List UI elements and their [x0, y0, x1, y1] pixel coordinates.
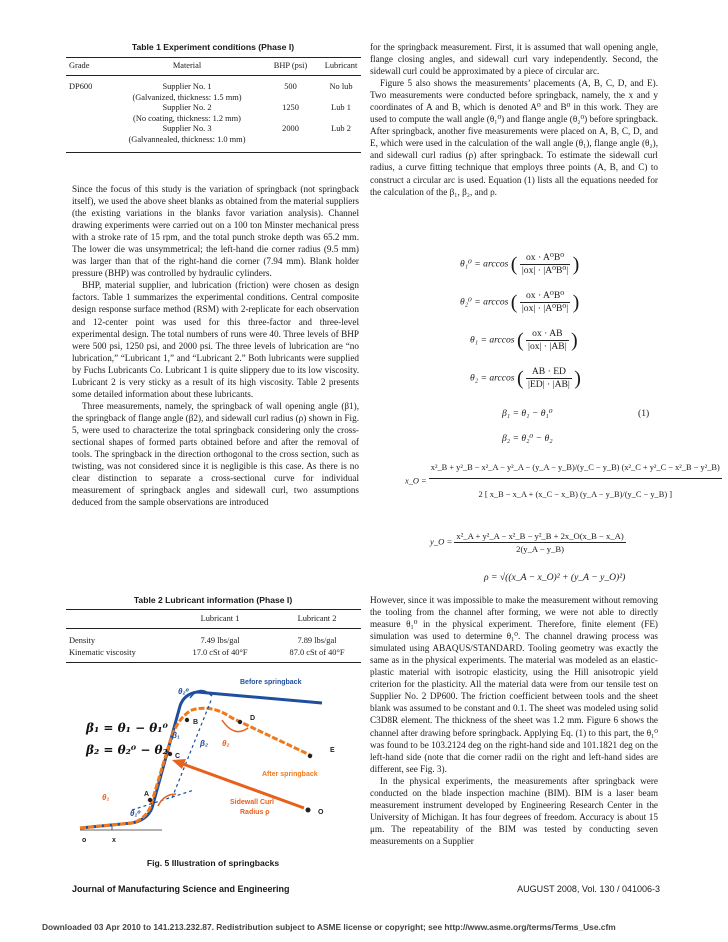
eq-lhs: θ₁⁰ = arccos [460, 258, 509, 270]
eq-numerator: ox · A⁰B⁰ [520, 290, 570, 303]
point-e-label: E [330, 747, 335, 754]
origin-o-label: o [82, 837, 87, 844]
theta2-arc [222, 720, 248, 732]
eq-denominator: 2(y_A − y_B) [516, 544, 564, 554]
origin-x-label: x [112, 837, 116, 844]
journal-name: Journal of Manufacturing Science and Engineering [72, 884, 290, 894]
right-column-text-top [370, 41, 658, 198]
sidewall-curl-label: Sidewall Curl [230, 799, 274, 806]
theta1-label: θ₁ [102, 793, 110, 802]
theta20-label: θ₂⁰ [178, 687, 190, 696]
before-springback-label: Before springback [240, 679, 302, 686]
paragraph: for the springback measurement. First, it is assumed that wall opening angle, flange closing angles, and sidewall curl vary independently. Second, the sidewall curl could be approximated by a piece of circular arc. [370, 42, 658, 77]
table1-material-detail: (Galvanized, thickness: 1.5 mm) [132, 92, 242, 102]
table1-material-detail: (No coating, thickness: 1.2 mm) [133, 113, 241, 123]
eq-fraction [429, 462, 722, 501]
table2-lub1-value: 7.49 lbs/gal [200, 636, 240, 645]
table-row [66, 647, 361, 659]
beta1-label: β₁ [172, 731, 180, 740]
equation-beta2 [502, 433, 553, 445]
eq-numerator: AB · ED [526, 366, 572, 379]
table1-material-cell [114, 124, 260, 145]
eq-numerator: x²_A + y²_A − x²_B − y²_B + 2x_O(x_B − x_A) [456, 531, 624, 541]
table-row [66, 82, 361, 103]
eq-fraction [520, 252, 570, 277]
table1-material: Supplier No. 3 [162, 124, 212, 134]
beta1-equation: β₁ = θ₁ − θ₁⁰ [86, 721, 168, 735]
issue-info: AUGUST 2008, Vol. 130 / 041006-3 [517, 884, 660, 894]
table-row [66, 635, 361, 647]
table2-header-row [66, 614, 361, 625]
table-row [66, 124, 361, 145]
equation-xo [405, 462, 722, 501]
left-column-text [72, 183, 359, 508]
table1-caption: Table 1 Experiment conditions (Phase I) [131, 42, 295, 52]
paragraph: However, since it was impossible to make the measurement without removing the tooling from the channel after forming, we were not able to directly measure θ₁⁰ in the physical experiment. Therefore, finite element (FE) simulation was used to determine θ₁⁰. The channel drawing process was simulated using ABAQUS/STANDARD. Tooling geometry was exactly the same as in the physical experiments. The material was modeled as an elastic-plastic material with isotropic elasticity, using the Hill anisotropic yield criterion for the plasticity. All the material data were from our tensile test on Supplier No. 2 DP600. The friction coefficient between tools and the sheet blank was assumed to be constant and 0.1. The sheet was modeled using solid C3D8R element. The thickness of the sheet was 1.2 mm. Figure 6 shows the channel after drawing before springback. Applying Eq. (1) to this part, the θ₁⁰ was found to be 103.2124 deg on the right-hand side and 101.1821 deg on the left-hand side (note that die corner radii on the right and left-hand sides are different, see Fig. 3). [370, 595, 658, 774]
eq-lhs: θ₂ = arccos [470, 372, 515, 384]
table1-lub: No lub [329, 82, 353, 91]
eq-fraction [454, 530, 625, 555]
table2-body [66, 635, 361, 659]
paragraph: Figure 5 also shows the measurements’ placements (A, B, C, D, and E). Two measurements were conducted before springback, namely, the x and y coordinates of A and B, which is denoted A⁰ and B⁰ in this work. They are used to compute the wall angle (θ₁⁰) and flange angle (θ₂⁰) before springback. After springback, another five measurements were placed on A, B, C, D, and E, which were used in the calculation of the wall angle (θ₁), flange angle (θ₂), and sidewall curl radius (ρ) after springback. To estimate the sidewall curl radius, a curve fitting technique that employs three points (A, B, and C) to construct a circular arc is used. Equation (1) lists all the equations needed for the calculation of the β₁, β₂, and ρ. [370, 78, 658, 197]
eq-denominator: |ox| · |A⁰B⁰| [521, 265, 569, 276]
equation-rho [484, 572, 625, 584]
table1-material: Supplier No. 2 [162, 103, 212, 113]
table1-header-bhp: BHP (psi) [273, 61, 308, 70]
table2-lub2-value: 7.89 lbs/gal [297, 636, 337, 645]
eq-fraction [526, 366, 572, 391]
figure5-caption: Fig. 5 Illustration of springbacks [146, 858, 280, 868]
point-o-label: O [318, 809, 324, 816]
eq-beta1: β₁ = θ₁ − θ₁⁰ [502, 408, 553, 419]
theta10-label: θ₁⁰ [130, 809, 141, 818]
before-springback-profile [80, 692, 322, 828]
table1-grade: DP600 [69, 82, 93, 91]
table1-bhp: 500 [284, 82, 297, 91]
paragraph: In the physical experiments, the measurements after springback were conducted on the blade inspection machine (BIM). BIM is a laser beam measurement instrument developed by Engineering Research Center in the University of Michigan. It has four degrees of freedom. Accuracy is about 15 μm. The repeatability of the BIM was tested by conducting seven measurements on a Supplier [370, 775, 658, 846]
eq-fraction [520, 290, 570, 315]
table1-body [66, 82, 361, 146]
table1-material: Supplier No. 1 [162, 82, 212, 91]
eq-denominator: |ox| · |AB| [528, 341, 567, 352]
download-notice: Downloaded 03 Apr 2010 to 141.213.232.87. Redistribution subject to ASME license or copyright; see http://www.asme.org/terms/Terms_Use.cfm [42, 922, 616, 932]
table1-header-row [66, 61, 361, 72]
beta2-label: β₂ [200, 739, 209, 748]
equation-number: (1) [638, 408, 650, 419]
paragraph: Since the focus of this study is the variation of springback (not springback itself), we used the above sheet blanks as obtained from the material suppliers (the existing variations in the blanks favor variation analysis). Channel drawing experiments were carried out on a 100 ton Minster mechanical press with a stroke rate of 15 rpm, and the total punch stroke depth was 65.2 mm. The lower die was unsymmetrical; the left-hand die corner radius (9.5 mm) was larger than that of the right-hand die corner (7.94 mm). Blank holder pressure (BHP) was controlled by hydraulic cylinders. [72, 184, 359, 279]
eq-lhs: x_O = [405, 476, 427, 486]
table1-lub: Lub 1 [331, 103, 351, 113]
equation-theta20: θ₂⁰ = arccos ( $\frac{\text{ox · A⁰B⁰}}{\text{|ox| · |A⁰B⁰|}}$ ) [460, 290, 580, 314]
table1-bhp: 1250 [282, 103, 299, 113]
table1-material-cell [114, 82, 260, 103]
eq-denominator: |ED| · |AB| [528, 379, 570, 390]
equation-theta10: θ₁⁰ = arccos ( $\frac{\text{ox · A⁰B⁰}}{\text{|ox| · |A⁰B⁰|}}$ ) [460, 252, 580, 276]
table1-material-cell [114, 103, 260, 124]
beta2-equation: β₂ = θ₂⁰ − θ₂ [86, 743, 168, 757]
eq-numerator: x²_B + y²_B − x²_A − y²_A − (y_A − y_B)/(y_C − y_B) (x²_C + y²_C − x²_B − y²_B) [429, 462, 722, 479]
table2-lub1-value: 17.0 cSt of 40°F [192, 648, 248, 657]
paragraph: BHP, material supplier, and lubrication (friction) were chosen as design factors. Table 1 summarizes the experimental conditions. Central composite design response surface method (RSM) with 2-replicate for each observation and 12-center point was used for this three-factor and three-level experimental design. The total numbers of runs were 40. Three levels of BHP were 500 psi, 1250 psi, and 2000 psi. The three levels of lubrication are “no lubrication,” “Lubricant 1,” and “Lubricant 2.” Both lubricants were supplied by Fuchs Lubricants Co. Lubricant 1 is quite slippery due to its low viscosity. Lubricant 2 is very sticky as a result of its high viscosity. Table 2 presents some detailed information about these lubricants. [72, 280, 359, 399]
table2-header-lub2: Lubricant 2 [297, 614, 337, 623]
point-b-label: B [193, 719, 199, 726]
table-row [66, 103, 361, 124]
equation-theta2: θ₂ = arccos ( $\frac{AB \cdot ED}{|ED| \cdot |AB|}$ ) [470, 366, 581, 390]
point-a [148, 798, 152, 802]
eq-lhs: θ₂⁰ = arccos [460, 296, 509, 308]
eq-rho: ρ = √((x_A − x_O)² + (y_A − y_O)²) [484, 572, 626, 583]
eq-lhs: θ₁ = arccos [470, 334, 515, 346]
table1 [66, 61, 361, 72]
center-point-o [306, 808, 311, 813]
table2 [66, 614, 361, 625]
after-springback-label: After springback [262, 771, 318, 778]
table2-lub2-value: 87.0 cSt of 40°F [289, 648, 345, 657]
eq-numerator: ox · A⁰B⁰ [520, 252, 570, 265]
equation-beta1 [502, 408, 553, 420]
point-e [308, 754, 312, 758]
table2-header-lub1: Lubricant 1 [200, 614, 240, 623]
table2-label: Kinematic viscosity [69, 648, 136, 657]
table2-caption: Table 2 Lubricant information (Phase I) [133, 595, 293, 605]
equation-yo [430, 530, 626, 555]
point-c [168, 752, 172, 756]
radius-rho-label: Radius ρ [240, 809, 270, 816]
eq-fraction [526, 328, 569, 353]
paragraph: Three measurements, namely, the springback of wall opening angle (β1), the springback of flange angle (β2), and sidewall curl radius (ρ) shown in Fig. 5, were used to characterize the total springback considering only the cross-sectional shapes of formed parts obtained before and after the removal of tools. The springback in the direction orthogonal to the cross section, such as twisting, was not considered since it is negligible is this case. As there is no clear distinction to separate a cross-sectional curve for individual measurement of springback angles and sidewall curl, two assumptions deduced from the sample observations are introduced [72, 400, 359, 508]
point-b [185, 718, 189, 722]
table1-header-grade: Grade [69, 61, 90, 70]
point-d [238, 720, 242, 724]
table2-header-empty [66, 614, 167, 625]
eq-denominator: |ox| · |A⁰B⁰| [521, 303, 569, 314]
eq-beta2: β₂ = θ₂⁰ − θ₂ [502, 433, 553, 444]
table2-label: Density [69, 636, 96, 645]
table1-header-lubricant: Lubricant [324, 61, 358, 70]
right-column-text-bottom [370, 594, 658, 847]
eq-denominator: 2 [ x_B − x_A + (x_C − x_B) (y_A − y_B)/(y_C − y_B) ] [478, 490, 672, 499]
eq-numerator: ox · AB [526, 328, 569, 341]
point-d-label: D [250, 715, 256, 722]
table1-bhp: 2000 [282, 124, 299, 134]
table1-header-material: Material [172, 61, 202, 70]
eq-lhs: y_O = [430, 536, 453, 547]
table1-material-detail: (Galvannealed, thickness: 1.0 mm) [128, 134, 246, 144]
table1-lub: Lub 2 [331, 124, 351, 134]
figure-5-springback-illustration [72, 668, 362, 850]
point-c-label: C [175, 753, 181, 760]
theta2-label: θ₂ [222, 739, 230, 748]
equation-theta1: θ₁ = arccos ( $\frac{ox \cdot AB}{|ox| \cdot |AB|}$ ) [470, 328, 578, 352]
point-a-label: A [144, 791, 150, 798]
